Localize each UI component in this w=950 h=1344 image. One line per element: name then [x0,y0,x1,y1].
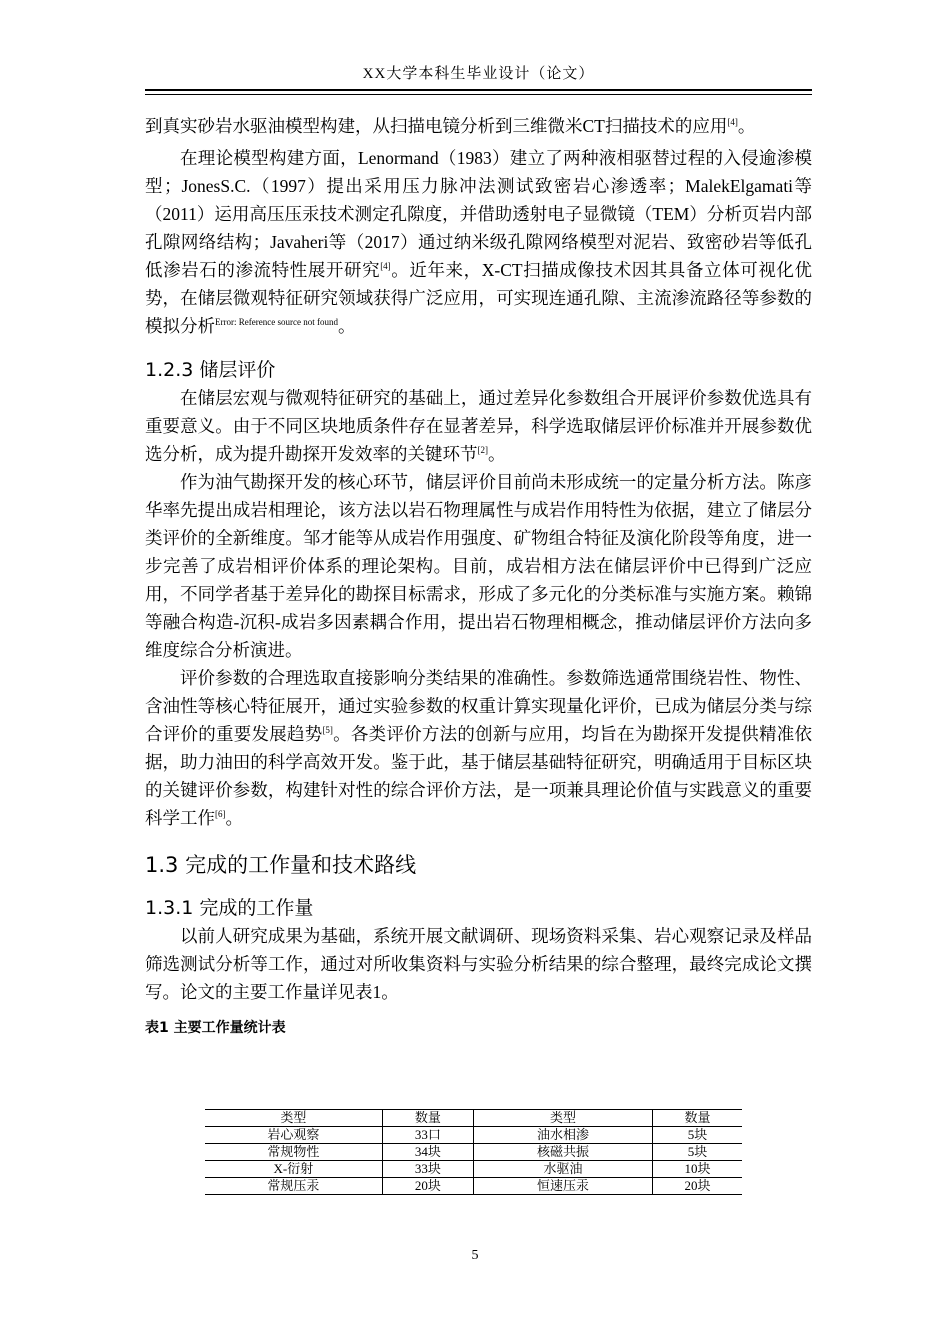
section-heading-1-3: 1.3 完成的工作量和技术路线 [145,853,417,877]
citation: [5] [322,725,333,736]
table-cell: 34块 [382,1144,473,1161]
running-header: XX大学本科生毕业设计（论文） [362,66,595,82]
table-cell: 常规物性 [205,1144,382,1161]
table-header-row [205,1110,742,1127]
table-cell: 水驱油 [473,1161,652,1178]
reference-error: Error: Reference source not found [215,317,338,328]
table-cell: 10块 [652,1161,742,1178]
table-header-cell: 类型 [473,1110,652,1127]
table-row [205,1161,742,1178]
table-cell: 5块 [652,1144,742,1161]
table-cell: 20块 [652,1178,742,1195]
table-header-cell: 类型 [205,1110,382,1127]
table-cell: X-衍射 [205,1161,382,1178]
table-cell: 恒速压汞 [473,1178,652,1195]
table-cell: 20块 [382,1178,473,1195]
table-cell: 核磁共振 [473,1144,652,1161]
workload-table [205,1109,742,1195]
table-cell: 33口 [382,1127,473,1144]
table-header-cell: 数量 [652,1110,742,1127]
table-header-cell: 数量 [382,1110,473,1127]
table-cell: 油水相渗 [473,1127,652,1144]
citation: [4] [380,261,391,272]
body-text [145,112,812,1042]
paragraph-continued: 到真实砂岩水驱油模型构建，从扫描电镜分析到三维微米CT扫描技术的应用[4]。 [145,116,756,136]
table-caption: 表1 主要工作量统计表 [145,1020,286,1036]
section-heading-1-3-1: 1.3.1 完成的工作量 [145,897,314,919]
table-cell: 常规压汞 [205,1178,382,1195]
table-cell: 33块 [382,1161,473,1178]
citation: [6] [215,809,226,820]
table-row [205,1144,742,1161]
paragraph-diagenetic-facies: 作为油气勘探开发的核心环节，储层评价目前尚未形成统一的定量分析方法。陈彦华率先提出成岩相理论，该方法以岩石物理属性与成岩作用特性为依据，建立了储层分类评价的全新维度。邹才能等从成岩作用强度、矿物组合特征及演化阶段等角度，进一步完善了成岩相评价体系的理论架构。目前，成岩相方法在储层评价中已得到广泛应用，不同学者基于差异化的勘探目标需求，形成了多元化的分类标准与实施方案。赖锦等融合构造-沉积-成岩多因素耦合作用，提出岩石物理相概念，推动储层评价方法向多维度综合分析演进。 [145,472,812,660]
citation: [2] [477,445,488,456]
page-number: 5 [471,1248,479,1263]
paragraph-evaluation-intro: 在储层宏观与微观特征研究的基础上，通过差异化参数组合开展评价参数优选具有重要意义。由于不同区块地质条件存在显著差异，科学选取储层评价标准并开展参数优选分析，成为提升勘探开发效率的关键环节[2]。 [145,388,812,464]
paragraph-workload: 以前人研究成果为基础，系统开展文献调研、现场资料采集、岩心观察记录及样品筛选测试分析等工作，通过对所收集资料与实验分析结果的综合整理，最终完成论文撰写。论文的主要工作量详见表1。 [145,926,812,1002]
table-cell: 5块 [652,1127,742,1144]
header-rule-thin [145,94,812,95]
section-heading-1-2-3: 1.2.3 储层评价 [145,359,276,381]
paragraph-parameter-selection: 评价参数的合理选取直接影响分类结果的准确性。参数筛选通常围绕岩性、物性、含油性等核心特征展开，通过实验参数的权重计算实现量化评价，已成为储层分类与综合评价的重要发展趋势[5]。各类评价方法的创新与应用，均旨在为勘探开发提供精准依据，助力油田的科学高效开发。鉴于此，基于储层基础特征研究，明确适用于目标区块的关键评价参数，构建针对性的综合评价方法，是一项兼具理论价值与实践意义的重要科学工作[6]。 [145,668,813,828]
paragraph-theory-models: 在理论模型构建方面，Lenormand（1983）建立了两种液相驱替过程的入侵逾渗模型；JonesS.C.（1997）提出采用压力脉冲法测试致密岩心渗透率；MalekElgamati等（2011）运用高压压汞技术测定孔隙度，并借助透射电子显微镜（TEM）分析页岩内部孔隙网络结构；Javaheri等（2017）通过纳米级孔隙网络模型对泥岩、致密砂岩等低孔低渗岩石的渗流特性展开研究[4]。近年来，X-CT扫描成像技术因其具备立体可视化优势，在储层微观特征研究领域获得广泛应用，可实现连通孔隙、主流渗流路径等参数的模拟分析$^{Error: Reference source not found}$。 [145,148,813,336]
header-rule-thick [145,89,812,91]
table-cell: 岩心观察 [205,1127,382,1144]
table-row [205,1127,742,1144]
table-row [205,1178,742,1195]
citation: [4] [727,117,738,128]
